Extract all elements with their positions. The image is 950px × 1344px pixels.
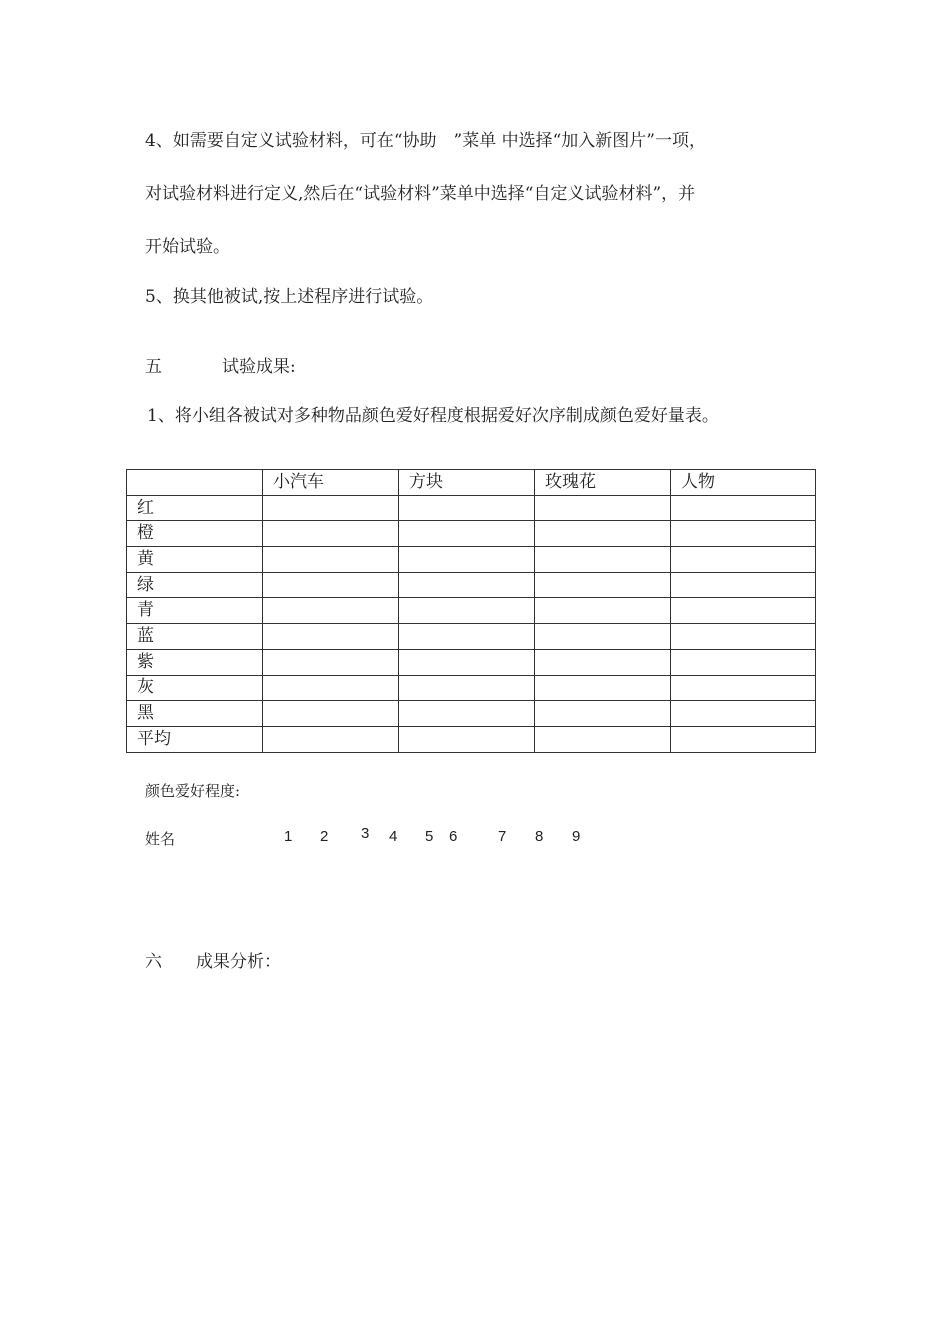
section5-item1: 1、将小组各被试对多种物品颜色爱好程度根据爱好次序制成颜色爱好量表。 [147, 406, 719, 426]
step4-line1: 4、如需要自定义试验材料，可在“协助 ”菜单 中选择“加入新图片”一项， [145, 131, 706, 151]
table-cell [535, 521, 671, 547]
table-cell [263, 495, 399, 521]
table-header-block: 方块 [399, 470, 535, 496]
scale-number: 9 [572, 828, 581, 845]
table-cell [535, 726, 671, 752]
section5-title: 试验成果: [222, 357, 296, 377]
table-row [127, 726, 816, 752]
table-row [127, 547, 816, 573]
table-row [127, 495, 816, 521]
name-label: 姓名 [145, 830, 176, 848]
table-cell [263, 675, 399, 701]
scale-number: 2 [320, 828, 329, 845]
scale-number: 3 [361, 825, 370, 842]
table-cell [399, 701, 535, 727]
row-label: 紫 [127, 649, 263, 675]
table-cell [671, 624, 816, 650]
table-cell [671, 547, 816, 573]
table-row [127, 624, 816, 650]
color-preference-table [126, 469, 816, 753]
table-cell [263, 521, 399, 547]
row-label: 蓝 [127, 624, 263, 650]
row-label: 绿 [127, 572, 263, 598]
scale-number: 1 [284, 828, 293, 845]
table-cell [671, 521, 816, 547]
section6-number: 六 [145, 952, 162, 972]
row-label: 灰 [127, 675, 263, 701]
table-cell [535, 624, 671, 650]
step5-text: 5、换其他被试,按上述程序进行试验。 [145, 287, 434, 307]
table-cell [263, 701, 399, 727]
table-cell [399, 675, 535, 701]
table-row [127, 521, 816, 547]
scale-number: 5 [425, 828, 434, 845]
table-header-car: 小汽车 [263, 470, 399, 496]
table-cell [535, 547, 671, 573]
table-cell [671, 598, 816, 624]
scale-number: 8 [535, 828, 544, 845]
table-cell [399, 649, 535, 675]
table-cell [399, 624, 535, 650]
table-row [127, 675, 816, 701]
table-cell [263, 598, 399, 624]
section5-number: 五 [145, 357, 162, 377]
table-header-corner [127, 470, 263, 496]
table-cell [671, 675, 816, 701]
row-label: 平均 [127, 726, 263, 752]
table-row [127, 701, 816, 727]
table-cell [263, 547, 399, 573]
table-cell [263, 649, 399, 675]
table-row [127, 598, 816, 624]
row-label: 红 [127, 495, 263, 521]
table-cell [263, 624, 399, 650]
table-cell [671, 572, 816, 598]
table-header-person: 人物 [671, 470, 816, 496]
table-cell [535, 495, 671, 521]
scale-number: 4 [389, 828, 398, 845]
table-cell [399, 495, 535, 521]
step4-line2: 对试验材料进行定义,然后在“试验材料”菜单中选择“自定义试验材料”，并 [145, 184, 696, 204]
row-label: 黑 [127, 701, 263, 727]
table-cell [671, 649, 816, 675]
scale-number: 7 [498, 828, 507, 845]
row-label: 青 [127, 598, 263, 624]
row-label: 橙 [127, 521, 263, 547]
table-cell [671, 726, 816, 752]
row-label: 黄 [127, 547, 263, 573]
table-header-row [127, 470, 816, 496]
table-cell [671, 701, 816, 727]
table-cell [535, 649, 671, 675]
table-header-rose: 玫瑰花 [535, 470, 671, 496]
step4-line3: 开始试验。 [145, 237, 230, 257]
table-cell [399, 547, 535, 573]
table-cell [399, 521, 535, 547]
table-cell [535, 701, 671, 727]
table-cell [399, 598, 535, 624]
table-cell [671, 495, 816, 521]
table-cell [535, 675, 671, 701]
table-cell [263, 572, 399, 598]
section6-title: 成果分析： [196, 952, 281, 972]
table-row [127, 649, 816, 675]
table-cell [399, 726, 535, 752]
table-cell [535, 598, 671, 624]
table-row [127, 572, 816, 598]
table-cell [263, 726, 399, 752]
table-cell [399, 572, 535, 598]
scale-number: 6 [449, 828, 458, 845]
table-cell [535, 572, 671, 598]
preference-degree-label: 颜色爱好程度: [145, 782, 241, 800]
